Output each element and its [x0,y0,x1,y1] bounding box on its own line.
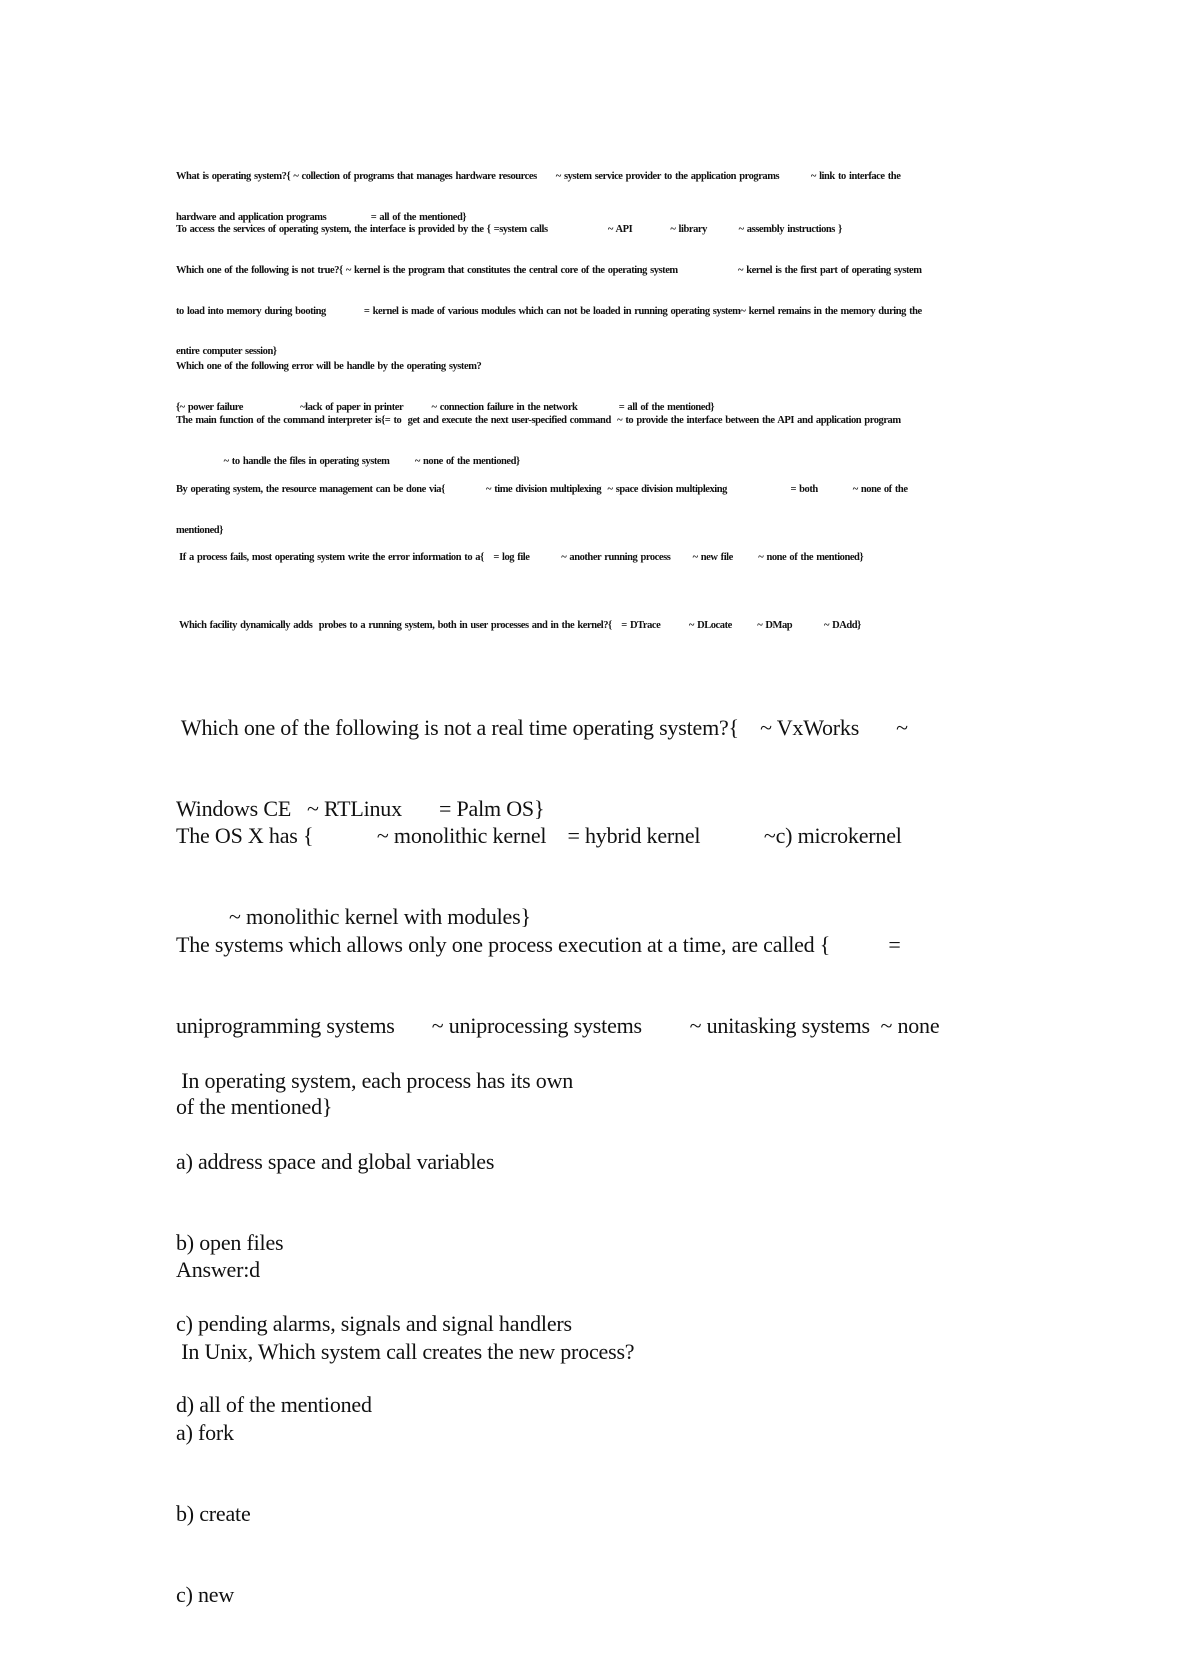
text-line: The main function of the command interpreter is{= to get and execute the next user-specified command ~ to provide the interface between the API and application program [176,415,901,426]
text-line: Which facility dynamically adds probes to a running system, both in user processes and in the kernel?{ = DTrace ~ DLocate ~ DMap ~ DAdd} [176,620,861,631]
text-line: In Unix, Which system call creates the new process? [176,1339,635,1364]
text-line: What is operating system?{ ~ collection of programs that manages hardware resources ~ system service provider to the application programs ~ link to interface the [176,171,901,182]
text-line: a) address space and global variables [176,1149,495,1174]
text-line: {~ power failure ~lack of paper in printer ~ connection failure in the network = all of the mentioned} [176,401,715,413]
question-process-fails [176,524,1021,592]
text-line: a) fork [176,1420,234,1445]
text-line: To access the services of operating system, the interface is provided by the { =system calls ~ API ~ library ~ assembly instructions } [176,224,842,235]
text-line: mentioned} [176,524,223,536]
text-line: b) open files [176,1230,284,1255]
text-line: By operating system, the resource management can be done via{ ~ time division multiplexing ~ space division multiplexing = both ~ none of the [176,484,908,495]
text-line: Windows CE ~ RTLinux = Palm OS} [176,796,545,821]
text-line: c) pending alarms, signals and signal handlers [176,1311,572,1336]
text-line: uniprogramming systems ~ uniprocessing systems ~ unitasking systems ~ none [176,1013,940,1038]
text-line: hardware and application programs = all of the mentioned} [176,211,467,223]
text-line: The systems which allows only one process execution at a time, are called { = [176,932,901,957]
text-line: Answer:d [176,1257,260,1282]
question-dynamic-probes [176,592,1021,660]
text-line: of the mentioned} [176,1094,333,1119]
text-line: b) create [176,1501,251,1526]
text-line: Which one of the following error will be handle by the operating system? [176,361,482,372]
text-line: entire computer session} [176,346,277,357]
text-line: c) new [176,1582,235,1607]
text-line: If a process fails, most operating system write the error information to a{ = log file ~ another running process ~ new file ~ none of the mentioned} [176,552,864,563]
text-line: Which one of the following is not true?{ ~ kernel is the program that constitutes the central core of the operating system ~ kernel is the first part of operating system [176,265,922,276]
text-line: In operating system, each process has its own [176,1068,574,1093]
text-line: ~ to handle the files in operating system ~ none of the mentioned} [176,455,520,467]
text-line: The OS X has { ~ monolithic kernel = hybrid kernel ~c) microkernel [176,823,902,848]
text-line: Which one of the following is not a real time operating system?{ ~ VxWorks ~ [176,715,908,740]
text-line: d) all of the mentioned [176,1392,372,1417]
text-line: to load into memory during booting = kernel is made of various modules which can not be loaded in running operating system~ kernel remains in the memory during the [176,305,922,317]
text-line: ~ monolithic kernel with modules} [176,904,531,929]
question-unix-system-call [176,1284,1026,1662]
